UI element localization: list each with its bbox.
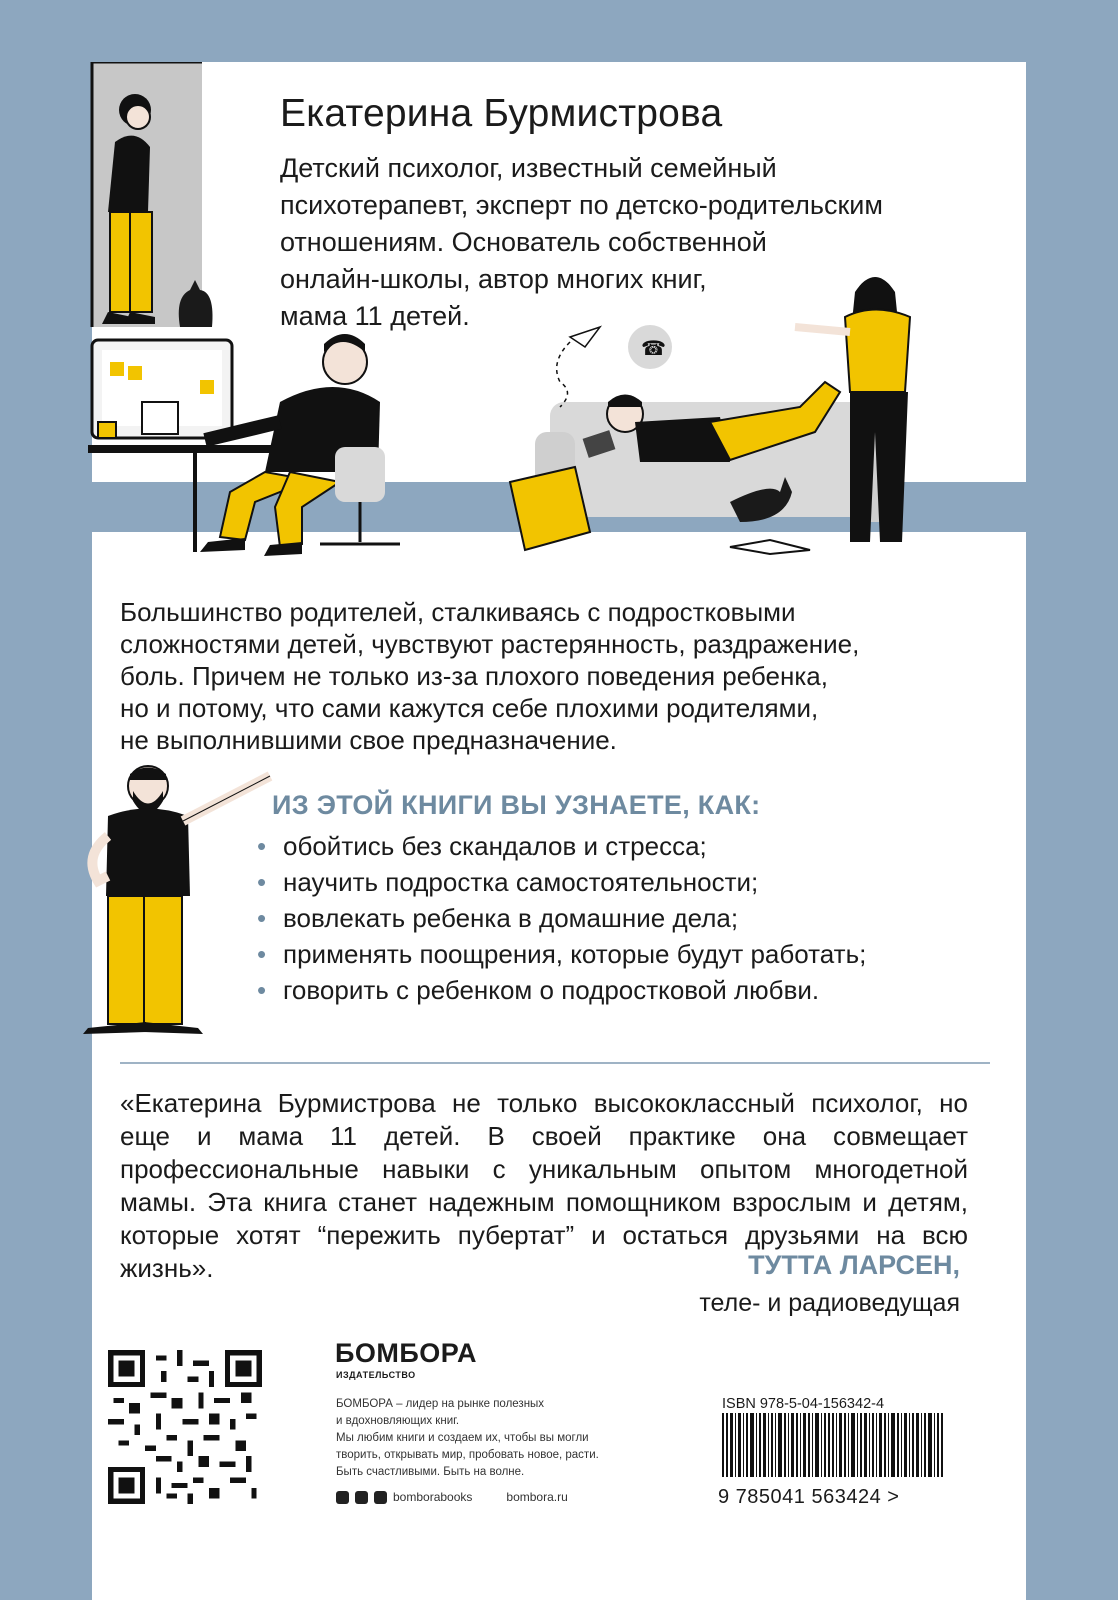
divider [120,1062,990,1064]
desc-line: Мы любим книги и создаем их, чтобы вы могли [336,1432,589,1444]
author-bio [280,150,980,335]
desc-line: и вдохновляющих книг. [336,1415,460,1427]
quote-text: «Екатерина Бурмистрова не только высококлассный психолог, но еще и мама 11 детей. В своей практике она совмещает профессиональные навыки с уникальным опытом многодетной мамы. Эта книга станет надежным помощником взрослым и детям, которые хотят “пережить пубертат” и остаться друзьями на всю жизнь». [120,1088,968,1283]
list-item: • применять поощрения, которые будут работать; [255,936,866,972]
desc-line: творить, открывать мир, пробовать новое, расти. [336,1449,599,1461]
bio-line: психотерапевт, эксперт по детско-родительским [280,190,883,220]
intro-line: но и потому, что сами кажутся себе плохими родителями, [120,693,819,723]
intro-line: боль. Причем не только из-за плохого поведения ребенка, [120,661,828,691]
list-item: • вовлекать ребенка в домашние дела; [255,900,866,936]
intro-line: Большинство родителей, сталкиваясь с подростковыми [120,597,796,627]
barcode-digits: 9 785041 563424 > [718,1486,900,1508]
facebook-icon [336,1491,349,1504]
publisher-subtitle: ИЗДАТЕЛЬСТВО [336,1370,416,1380]
publisher-description [336,1396,676,1481]
list-item: • говорить с ребенком о подростковой любви. [255,972,866,1008]
isbn: ISBN 978-5-04-156342-4 [722,1396,885,1412]
vk-icon [355,1491,368,1504]
bio-line: Детский психолог, известный семейный [280,153,777,183]
intro-paragraph [120,596,1000,756]
social-links [336,1490,568,1504]
qr-code [108,1350,262,1504]
desc-line: БОМБОРА – лидер на рынке полезных [336,1398,545,1410]
barcode [722,1413,944,1477]
quote-author-role: теле- и радиоведущая [699,1289,960,1317]
publisher-logo: БОМБОРА [335,1338,477,1368]
intro-line: сложностями детей, чувствуют растерянность, раздражение, [120,629,860,659]
learn-list [255,828,866,1008]
svg-text:☎: ☎ [641,336,666,360]
illustration-pointing-man [78,756,278,1042]
list-item: • обойтись без скандалов и стресса; [255,828,866,864]
social-handle: bomborabooks [393,1490,473,1504]
odnoklassniki-icon [374,1491,387,1504]
desc-line: Быть счастливыми. Быть на волне. [336,1466,525,1478]
list-item: • научить подростка самостоятельности; [255,864,866,900]
bio-line: онлайн-школы, автор многих книг, [280,264,707,294]
publisher-site: bombora.ru [506,1490,568,1504]
bio-line: мама 11 детей. [280,301,470,331]
learn-heading: ИЗ ЭТОЙ КНИГИ ВЫ УЗНАЕТЕ, КАК: [272,790,761,820]
author-name: Екатерина Бурмистрова [280,92,723,135]
intro-line: не выполнившими свое предназначение. [120,725,617,755]
quote-author: ТУТТА ЛАРСЕН, [748,1250,960,1280]
bio-line: отношениям. Основатель собственной [280,227,767,257]
